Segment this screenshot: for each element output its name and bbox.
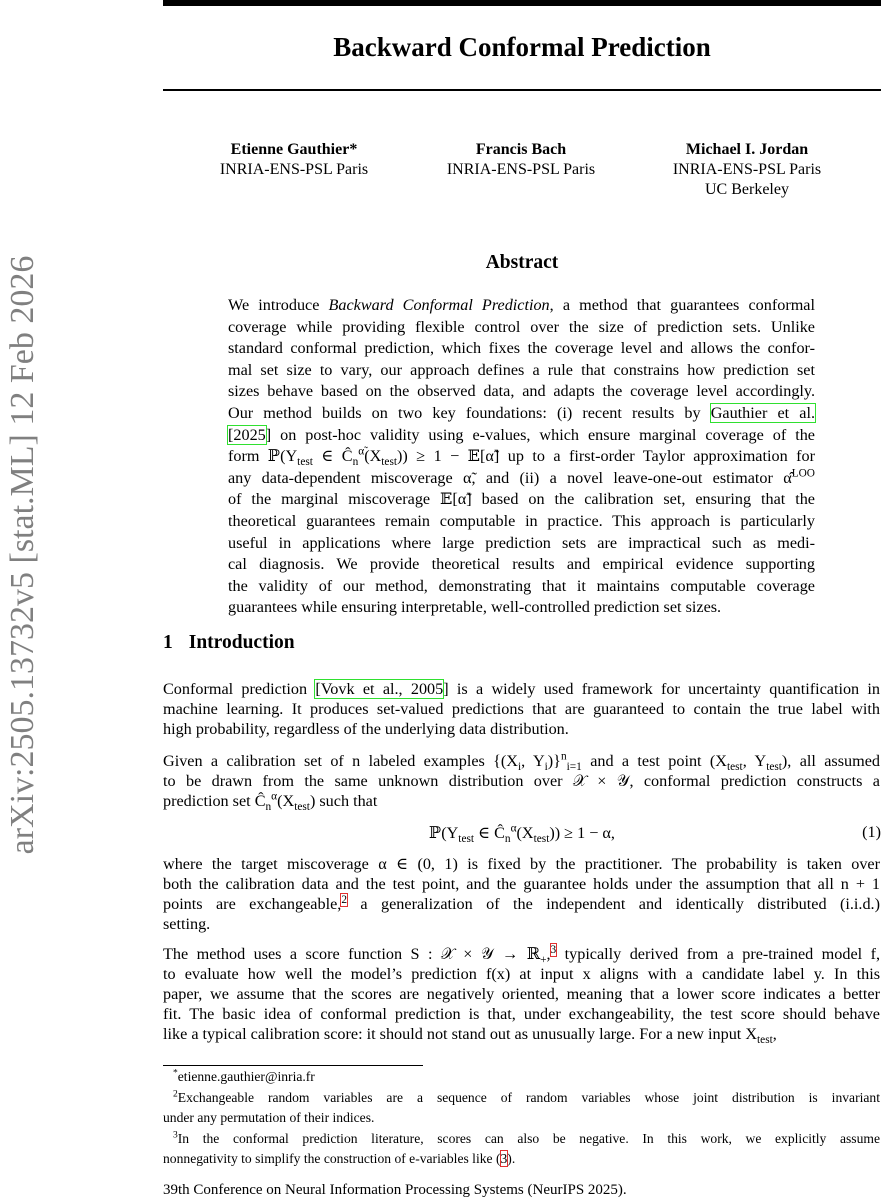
text-run: of the marginal miscoverage 𝔼[α̃] based on the calibration set, ensuring that the xyxy=(228,490,815,509)
section-heading xyxy=(163,632,295,654)
text-run: guarantees while ensuring interpretable, well-controlled prediction set sizes. xyxy=(228,598,722,617)
math-script: α xyxy=(510,822,517,835)
math-script: + xyxy=(540,954,547,967)
math-script: 3 xyxy=(173,1129,178,1140)
footnote xyxy=(163,1088,880,1129)
paper-title: Backward Conformal Prediction xyxy=(333,32,711,62)
intro-paragraph-3 xyxy=(163,854,880,934)
arxiv-identifier: arXiv:2505.13732v5 [stat.ML] 12 Feb 2026 xyxy=(4,255,41,855)
text-run: where the target miscoverage α ∈ (0, 1) is fixed by the practitioner. The probability is taken over xyxy=(163,855,880,873)
text-line xyxy=(163,679,880,699)
conference-footer: 39th Conference on Neural Information Processing Systems (NeurIPS 2025). xyxy=(163,1182,627,1198)
author-3 xyxy=(627,140,867,200)
text-run: both the calibration data and the test point, and the guarantee holds under the assumption that all n + 1 xyxy=(163,875,880,893)
text-line xyxy=(163,1149,880,1170)
math-script: test xyxy=(533,833,550,846)
author-affiliation: INRIA-ENS-PSL Paris xyxy=(446,161,596,178)
text-run: to evaluate how well the model’s prediction f(x) at input x aligns with a candidate label y. In this xyxy=(163,965,880,983)
text-run: (X xyxy=(277,792,295,810)
text-run: nonnegativity to simplify the construction of e-variables like ( xyxy=(163,1151,501,1166)
text-run: etienne.gauthier@inria.fr xyxy=(177,1069,315,1084)
emphasis: Backward Conformal Prediction xyxy=(328,296,550,314)
text-line xyxy=(228,597,815,619)
text-run: any data-dependent miscoverage α̃, and (ii) a novel leave-one-out estimator α̂ xyxy=(228,468,792,487)
intro-paragraph-2 xyxy=(163,750,880,814)
text-line xyxy=(228,425,815,447)
author-affiliation: UC Berkeley xyxy=(705,181,789,198)
footnotes xyxy=(163,1067,880,1170)
text-run: , Y xyxy=(742,752,767,770)
math-script: test xyxy=(458,833,475,846)
text-run: under any permutation of their indices. xyxy=(163,1110,375,1125)
text-run: , Y xyxy=(521,752,545,770)
text-run: ∈ Ĉ xyxy=(312,447,353,466)
text-line xyxy=(163,699,880,719)
text-run: )) ≥ 1 − α, xyxy=(549,824,615,842)
author-affiliation: INRIA-ENS-PSL Paris xyxy=(672,161,822,178)
math-script: test xyxy=(294,801,310,814)
citation-link[interactable]: Gauthier et al. xyxy=(710,403,815,422)
text-line xyxy=(163,943,881,967)
text-run: ), all assumed xyxy=(781,752,880,770)
text-line xyxy=(228,576,815,598)
text-run: (X xyxy=(516,824,534,842)
math-script: i=1 xyxy=(566,761,582,774)
math-script: n xyxy=(504,833,511,846)
footnote-link[interactable]: 2 xyxy=(341,893,347,906)
abstract-body xyxy=(228,295,815,619)
intro-paragraph-1 xyxy=(163,679,880,739)
text-line xyxy=(163,1004,880,1024)
footnote-link[interactable]: 3 xyxy=(500,1151,508,1166)
text-run: the validity of our method, demonstrating that it maintains computable coverage xyxy=(228,576,815,595)
text-run: typically derived from a pre-trained model f, xyxy=(556,945,881,963)
citation-link[interactable]: [2025 xyxy=(228,425,266,444)
text-run: ∈ Ĉ xyxy=(474,824,505,842)
text-run: ℙ(Y xyxy=(429,824,459,842)
author-2 xyxy=(401,140,641,180)
math-script: α xyxy=(271,790,278,803)
text-run: ) such that xyxy=(309,792,378,810)
text-line xyxy=(228,295,815,317)
text-run: form ℙ(Y xyxy=(228,447,298,466)
text-run: Conformal prediction xyxy=(163,680,316,698)
footnote xyxy=(163,1067,880,1088)
text-run: fit. The basic idea of conformal prediction is that, under exchangeability, the test score should behave xyxy=(163,1005,880,1023)
section-title: Introduction xyxy=(188,632,295,653)
text-line xyxy=(163,719,880,739)
math-script: n xyxy=(265,801,272,814)
text-line xyxy=(228,446,815,468)
author-name: Michael I. Jordan xyxy=(685,141,809,158)
math-script: i xyxy=(544,761,548,774)
top-rule xyxy=(163,0,881,6)
math-script: n xyxy=(352,456,359,469)
text-line xyxy=(228,317,815,339)
math-script: test xyxy=(757,1034,773,1047)
text-run: ] is a widely used framework for uncertainty quantification in xyxy=(443,680,881,698)
text-run: points are exchangeable, xyxy=(163,895,342,913)
text-run: The method uses a score function S : 𝒳 × 𝒴 → ℝ xyxy=(163,945,541,963)
text-run: mal set size to vary, our approach defines a rule that constrains how prediction set xyxy=(228,360,815,379)
text-run: Exchangeable random variables are a sequence of random variables whose joint distribution is invariant xyxy=(177,1089,880,1105)
math-script: α̃ xyxy=(358,445,365,458)
text-line xyxy=(163,1024,880,1047)
author-name: Etienne Gauthier* xyxy=(230,141,358,158)
text-line xyxy=(163,1067,880,1088)
text-run: Our method builds on two key foundations: (i) recent results by xyxy=(228,403,711,422)
math-script: test xyxy=(766,761,782,774)
text-run: Given a calibration set of n labeled examples {(X xyxy=(163,752,518,770)
footnote-rule xyxy=(163,1065,423,1066)
text-line xyxy=(228,533,815,555)
text-run: ] on post-hoc validity using e-values, which ensure marginal coverage of the xyxy=(265,425,815,444)
equation-body xyxy=(163,822,881,846)
math-script: test xyxy=(726,761,743,774)
intro-paragraph-4 xyxy=(163,943,881,1047)
text-run: )} xyxy=(547,752,561,770)
text-run: standard conformal prediction, which fixes the coverage level and allows the confor- xyxy=(228,339,815,358)
text-line xyxy=(163,874,880,894)
text-line xyxy=(228,511,815,533)
citation-link[interactable]: [Vovk et al., 2005 xyxy=(315,680,444,698)
text-run: prediction set Ĉ xyxy=(163,792,266,810)
text-run: and a test point (X xyxy=(581,752,727,770)
text-line xyxy=(228,489,815,511)
text-run: a generalization of the independent and identically distributed (i.i.d.) xyxy=(346,895,880,913)
text-run: , a method that guarantees conformal xyxy=(549,296,815,314)
math-script: test xyxy=(297,456,313,469)
text-run: paper, we assume that the scores are negatively oriented, meaning that a lower score indicates a better xyxy=(163,985,880,1003)
text-line xyxy=(163,914,880,934)
text-line xyxy=(163,1129,880,1150)
math-script: i xyxy=(518,761,522,774)
text-line xyxy=(228,381,815,403)
author-1 xyxy=(174,140,414,180)
text-line xyxy=(228,468,815,490)
text-run: In the conformal prediction literature, scores can also be negative. In this work, we explicitly assume xyxy=(177,1130,880,1146)
text-run: ). xyxy=(507,1151,516,1166)
text-line xyxy=(228,403,815,425)
text-line xyxy=(163,984,880,1004)
text-run: to be drawn from the same unknown distribution over 𝒳 × 𝒴, conformal prediction constructs a xyxy=(163,772,880,790)
text-run: coverage while providing flexible control over the size of prediction sets. Unlike xyxy=(228,317,815,336)
text-run: useful in applications where large prediction sets are impractical such as medi- xyxy=(228,533,815,552)
text-run: We introduce xyxy=(228,296,329,314)
text-line xyxy=(163,894,880,914)
text-line xyxy=(163,771,880,791)
author-name: Francis Bach xyxy=(475,141,567,158)
text-line xyxy=(163,1088,880,1109)
text-run: sizes behave based on the observed data, and adapts the coverage level accordingly. xyxy=(228,382,815,401)
text-run: )) ≥ 1 − 𝔼[α̃] up to a first-order Taylor approximation for xyxy=(397,447,815,466)
math-script: * xyxy=(173,1068,178,1079)
text-line xyxy=(228,360,815,382)
text-line xyxy=(163,790,880,814)
footnote xyxy=(163,1129,880,1170)
text-line xyxy=(228,338,815,360)
text-run: cal diagnosis. We provide theoretical results and empirical evidence supporting xyxy=(228,555,815,574)
text-run: like a typical calibration score: it should not stand out as unusually large. For a new input X xyxy=(163,1025,758,1043)
text-run: (X xyxy=(364,447,382,466)
math-script: n xyxy=(560,750,567,763)
math-script: 2 xyxy=(173,1088,178,1099)
text-line xyxy=(163,1108,880,1129)
author-affiliation: INRIA-ENS-PSL Paris xyxy=(219,161,369,178)
text-run: , xyxy=(772,1025,777,1043)
text-line xyxy=(228,554,815,576)
title-rule xyxy=(163,89,881,91)
text-line xyxy=(163,750,880,774)
text-line xyxy=(163,964,880,984)
footnote-link[interactable]: 3 xyxy=(550,943,557,956)
math-script: test xyxy=(381,456,398,469)
text-line xyxy=(163,854,880,874)
text-run: , xyxy=(546,945,551,963)
section-number: 1 xyxy=(163,632,173,653)
equation-number: (1) xyxy=(862,823,881,841)
abstract-heading: Abstract xyxy=(485,252,559,273)
math-script: LOO xyxy=(791,467,815,480)
text-run: high probability, regardless of the underlying data distribution. xyxy=(163,720,569,738)
text-run: theoretical guarantees remain computable in practice. This approach is particularly xyxy=(228,511,815,530)
text-run: setting. xyxy=(163,915,211,933)
text-run: machine learning. It produces set-valued predictions that are guaranteed to contain the true label with xyxy=(163,700,880,718)
